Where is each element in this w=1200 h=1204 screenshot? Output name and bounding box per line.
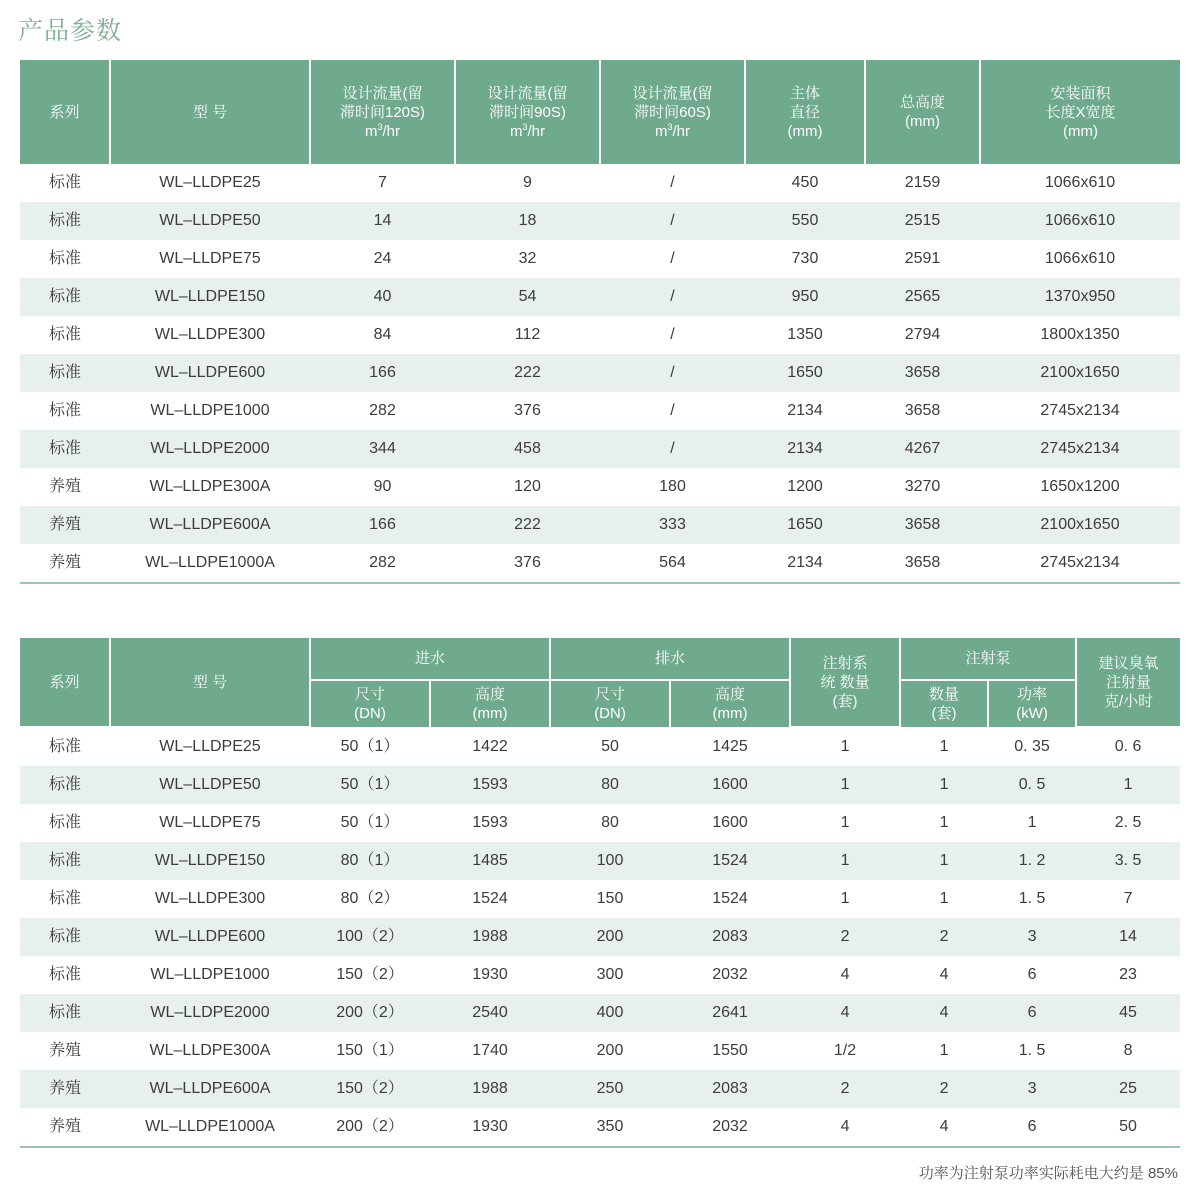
cell-series: 标准 [20,956,110,994]
cell-series: 养殖 [20,468,110,506]
cell-value: 50 [1076,1108,1180,1146]
cell-value: 1422 [430,727,550,766]
table-row [20,544,1180,582]
cell-value: 2745x2134 [980,430,1180,468]
th-flow-90s-line2: 滞时间90S) [489,103,566,121]
cell-value: 1 [790,766,900,804]
cell-value: 1/2 [790,1032,900,1070]
cell-value: 4 [790,1108,900,1146]
table1-header-row [20,60,1180,164]
cell-value: 1350 [745,316,865,354]
cell-value: 50（1） [310,804,430,842]
cell-value: 4 [790,956,900,994]
cell-value: 0. 35 [988,727,1076,766]
th-flow-90s-line1: 设计流量(留 [487,84,568,102]
th-flow-60s-line1: 设计流量(留 [632,84,713,102]
cell-series: 养殖 [20,506,110,544]
th-footprint [980,60,1180,164]
cell-value: 2100x1650 [980,506,1180,544]
th2-pump-power [988,680,1076,727]
cell-value: / [600,354,745,392]
cell-value: 150（2） [310,956,430,994]
cell-value: 1. 5 [988,1032,1076,1070]
th-body-diameter-unit: (mm) [787,122,823,140]
cell-model: WL–LLDPE50 [110,766,310,804]
cell-value: 1930 [430,1108,550,1146]
cell-value: 100 [550,842,670,880]
cell-value: 18 [455,202,600,240]
cell-model: WL–LLDPE1000 [110,392,310,430]
cell-value: 400 [550,994,670,1032]
cell-value: 2134 [745,392,865,430]
cell-value: 150 [550,880,670,918]
cell-value: 1650x1200 [980,468,1180,506]
cell-value: 1200 [745,468,865,506]
cell-value: 1524 [670,842,790,880]
th2-pump-qty-label: 数量 [929,686,960,703]
cell-value: 32 [455,240,600,278]
table1-bottom-rule [20,582,1180,584]
cell-value: 25 [1076,1070,1180,1108]
cell-value: 24 [310,240,455,278]
cell-value: 1066x610 [980,240,1180,278]
cell-value: 1. 5 [988,880,1076,918]
cell-series: 标准 [20,804,110,842]
cell-value: 4267 [865,430,980,468]
table-row [20,727,1180,766]
cell-series: 养殖 [20,544,110,582]
th2-series: 系列 [20,638,110,727]
cell-value: 40 [310,278,455,316]
cell-value: 350 [550,1108,670,1146]
cell-series: 标准 [20,392,110,430]
cell-value: 2134 [745,544,865,582]
table-row [20,804,1180,842]
cell-value: 1988 [430,918,550,956]
cell-value: 3 [988,1070,1076,1108]
cell-model: WL–LLDPE150 [110,842,310,880]
table-row [20,278,1180,316]
table-row [20,392,1180,430]
th2-injection-system-qty-unit: (套) [832,692,858,710]
cell-model: WL–LLDPE1000A [110,544,310,582]
cell-value: 1425 [670,727,790,766]
cell-value: 7 [1076,880,1180,918]
cell-value: 2032 [670,956,790,994]
th-footprint-line1: 安装面积 [1050,84,1111,102]
cell-value: 1930 [430,956,550,994]
cell-value: 1550 [670,1032,790,1070]
table-row [20,354,1180,392]
cell-value: 200（2） [310,1108,430,1146]
th-total-height [865,60,980,164]
th-body-diameter [745,60,865,164]
cell-value: / [600,202,745,240]
page-title: 产品参数 [18,17,123,45]
th2-inlet-size-unit: (DN) [354,705,386,722]
cell-value: 1 [790,842,900,880]
cell-value: 150（2） [310,1070,430,1108]
th2-outlet-size-label: 尺寸 [595,686,626,703]
th-flow-120s [310,60,455,164]
cell-value: 166 [310,506,455,544]
cell-value: 1 [790,727,900,766]
cell-value: 50（1） [310,766,430,804]
cell-value: 2 [900,1070,988,1108]
cell-value: 1988 [430,1070,550,1108]
th-total-height-line1: 总高度 [899,94,945,111]
cell-model: WL–LLDPE300 [110,880,310,918]
th-flow-120s-unit-m: m [364,122,378,140]
th-flow-60s-line2: 滞时间60S) [634,103,711,121]
cell-value: 2641 [670,994,790,1032]
cell-value: 222 [455,506,600,544]
cell-value: 2 [900,918,988,956]
cell-value: 14 [310,202,455,240]
cell-model: WL–LLDPE50 [110,202,310,240]
cell-value: 112 [455,316,600,354]
cell-value: 7 [310,164,455,202]
th-body-diameter-line2: 直径 [789,103,820,121]
cell-value: 1066x610 [980,202,1180,240]
table-row [20,880,1180,918]
th-flow-90s [455,60,600,164]
cell-series: 标准 [20,354,110,392]
th2-ozone-dose-line2: 注射量 [1106,673,1152,691]
cell-value: 2540 [430,994,550,1032]
cell-value: 166 [310,354,455,392]
cell-value: 2 [790,1070,900,1108]
table-row [20,956,1180,994]
cell-value: 730 [745,240,865,278]
cell-series: 标准 [20,880,110,918]
th-flow-90s-unit-m: m [509,122,523,140]
cell-value: 120 [455,468,600,506]
cell-value: 4 [900,1108,988,1146]
cell-model: WL–LLDPE300 [110,316,310,354]
cell-value: 2. 5 [1076,804,1180,842]
cell-value: 100（2） [310,918,430,956]
cell-value: 1524 [430,880,550,918]
cell-series: 养殖 [20,1108,110,1146]
cell-model: WL–LLDPE1000A [110,1108,310,1146]
cell-series: 标准 [20,164,110,202]
cell-value: 3. 5 [1076,842,1180,880]
th2-ozone-dose-unit: 克/小时 [1103,692,1154,710]
cell-value: 2100x1650 [980,354,1180,392]
th2-outlet-size [550,680,670,727]
cell-value: 0. 6 [1076,727,1180,766]
cell-model: WL–LLDPE300A [110,468,310,506]
cell-value: 1 [900,842,988,880]
cell-series: 标准 [20,278,110,316]
cell-value: / [600,164,745,202]
th2-injection-system-qty-line2: 统 数量 [820,673,870,691]
cell-value: 4 [790,994,900,1032]
cell-value: 550 [745,202,865,240]
table-row [20,842,1180,880]
cell-value: 1593 [430,766,550,804]
th-series: 系列 [20,60,110,164]
cell-value: 2515 [865,202,980,240]
cell-series: 标准 [20,918,110,956]
th2-pump-power-label: 功率 [1017,686,1048,703]
cell-value: 282 [310,544,455,582]
cell-series: 标准 [20,766,110,804]
spec-table-1-wrapper [20,60,1180,584]
cell-value: 45 [1076,994,1180,1032]
cell-value: / [600,278,745,316]
cell-value: 2565 [865,278,980,316]
th-flow-90s-unit-exp: 3 [522,121,528,132]
th-flow-120s-line2: 滞时间120S) [339,103,426,121]
cell-value: / [600,392,745,430]
th2-inlet-size-label: 尺寸 [354,686,385,703]
th2-ozone-dose [1076,638,1180,727]
cell-value: 1. 2 [988,842,1076,880]
th2-outlet-group: 排水 [550,638,790,680]
cell-value: 1 [900,880,988,918]
cell-series: 养殖 [20,1032,110,1070]
cell-value: 14 [1076,918,1180,956]
cell-value: 54 [455,278,600,316]
cell-value: 90 [310,468,455,506]
cell-value: 1 [790,804,900,842]
cell-value: 1 [900,1032,988,1070]
table-row [20,1070,1180,1108]
th2-pump-qty-unit: (套) [931,705,957,722]
th-total-height-unit: (mm) [905,113,940,130]
cell-value: 3658 [865,392,980,430]
cell-value: 2591 [865,240,980,278]
cell-value: 376 [455,392,600,430]
cell-value: 80（1） [310,842,430,880]
cell-value: 333 [600,506,745,544]
cell-value: 200（2） [310,994,430,1032]
cell-model: WL–LLDPE25 [110,727,310,766]
cell-model: WL–LLDPE600 [110,918,310,956]
cell-value: / [600,430,745,468]
cell-value: 1740 [430,1032,550,1070]
cell-value: 300 [550,956,670,994]
cell-value: 376 [455,544,600,582]
cell-value: 6 [988,1108,1076,1146]
th2-injection-pump-group: 注射泵 [900,638,1076,680]
th2-pump-power-unit: (kW) [1016,705,1048,722]
cell-model: WL–LLDPE25 [110,164,310,202]
cell-value: 1593 [430,804,550,842]
cell-value: 50（1） [310,727,430,766]
cell-value: 282 [310,392,455,430]
cell-value: 2083 [670,918,790,956]
cell-series: 标准 [20,316,110,354]
cell-value: 180 [600,468,745,506]
cell-value: 2745x2134 [980,544,1180,582]
cell-series: 标准 [20,994,110,1032]
th2-inlet-height [430,680,550,727]
cell-value: 150（1） [310,1032,430,1070]
cell-value: 3 [988,918,1076,956]
cell-value: 1 [900,766,988,804]
table-row [20,766,1180,804]
cell-value: 2159 [865,164,980,202]
th-footprint-unit: (mm) [1063,122,1098,140]
th2-inlet-height-unit: (mm) [472,705,508,722]
cell-value: 3658 [865,506,980,544]
cell-value: 1600 [670,766,790,804]
table-row [20,468,1180,506]
th2-inlet-size [310,680,430,727]
table-row [20,994,1180,1032]
cell-value: 1 [900,804,988,842]
cell-series: 标准 [20,202,110,240]
cell-value: 564 [600,544,745,582]
cell-value: 222 [455,354,600,392]
th-flow-60s [600,60,745,164]
th2-outlet-size-unit: (DN) [594,705,626,722]
th-flow-60s-unit-exp: 3 [667,121,673,132]
table-row [20,506,1180,544]
th2-outlet-height [670,680,790,727]
cell-value: 3658 [865,544,980,582]
cell-model: WL–LLDPE150 [110,278,310,316]
cell-value: 23 [1076,956,1180,994]
cell-value: 1066x610 [980,164,1180,202]
cell-series: 养殖 [20,1070,110,1108]
table-row [20,430,1180,468]
cell-value: 4 [900,956,988,994]
cell-value: 1600 [670,804,790,842]
th2-pump-qty [900,680,988,727]
table2-header-row-1 [20,638,1180,680]
cell-value: 200 [550,918,670,956]
table-row [20,202,1180,240]
th-body-diameter-line1: 主体 [789,84,820,102]
cell-value: 6 [988,994,1076,1032]
cell-value: 2032 [670,1108,790,1146]
table-row [20,316,1180,354]
cell-value: 2745x2134 [980,392,1180,430]
th-flow-90s-unit-hr: /hr [527,122,546,140]
cell-value: 1 [790,880,900,918]
th-flow-60s-unit-hr: /hr [672,122,691,140]
cell-value: 2134 [745,430,865,468]
cell-value: 200 [550,1032,670,1070]
cell-value: 1 [900,727,988,766]
cell-value: 2083 [670,1070,790,1108]
cell-model: WL–LLDPE600 [110,354,310,392]
cell-value: 2794 [865,316,980,354]
cell-value: 458 [455,430,600,468]
cell-value: / [600,316,745,354]
cell-model: WL–LLDPE2000 [110,430,310,468]
table2-body [20,727,1180,1146]
cell-value: 1370x950 [980,278,1180,316]
th2-outlet-height-unit: (mm) [712,705,748,722]
cell-value: 6 [988,956,1076,994]
cell-model: WL–LLDPE2000 [110,994,310,1032]
th-flow-120s-unit-exp: 3 [377,121,383,132]
cell-value: 80 [550,766,670,804]
spec-table-2 [20,638,1180,1146]
cell-value: 950 [745,278,865,316]
cell-value: 3658 [865,354,980,392]
th2-injection-system-qty [790,638,900,727]
table2-bottom-rule [20,1146,1180,1148]
cell-value: 250 [550,1070,670,1108]
cell-value: 8 [1076,1032,1180,1070]
cell-value: 1524 [670,880,790,918]
spec-table-2-wrapper [20,638,1180,1148]
cell-model: WL–LLDPE75 [110,804,310,842]
table-row [20,1032,1180,1070]
cell-value: 1485 [430,842,550,880]
th-flow-120s-line1: 设计流量(留 [342,84,423,102]
cell-value: / [600,240,745,278]
cell-value: 1650 [745,506,865,544]
cell-value: 84 [310,316,455,354]
cell-value: 344 [310,430,455,468]
spec-table-1 [20,60,1180,582]
th-model: 型 号 [110,60,310,164]
cell-model: WL–LLDPE75 [110,240,310,278]
cell-value: 1 [1076,766,1180,804]
th2-inlet-height-label: 高度 [475,686,506,703]
cell-series: 标准 [20,240,110,278]
cell-value: 0. 5 [988,766,1076,804]
cell-model: WL–LLDPE600A [110,506,310,544]
th2-outlet-height-label: 高度 [715,686,746,703]
cell-series: 标准 [20,842,110,880]
th2-model: 型 号 [110,638,310,727]
cell-value: 1650 [745,354,865,392]
table1-body [20,164,1180,582]
table-row [20,240,1180,278]
cell-value: 3270 [865,468,980,506]
cell-value: 2 [790,918,900,956]
cell-model: WL–LLDPE300A [110,1032,310,1070]
th2-injection-system-qty-line1: 注射系 [822,654,868,672]
cell-series: 标准 [20,727,110,766]
cell-value: 1 [988,804,1076,842]
cell-value: 80 [550,804,670,842]
th-flow-120s-unit-hr: /hr [382,122,401,140]
cell-value: 1800x1350 [980,316,1180,354]
footnote: 功率为注射泵功率实际耗电大约是 85% [918,1165,1178,1182]
cell-series: 标准 [20,430,110,468]
th-flow-60s-unit-m: m [654,122,668,140]
th2-inlet-group: 进水 [310,638,550,680]
cell-value: 80（2） [310,880,430,918]
table-row [20,1108,1180,1146]
th2-ozone-dose-line1: 建议臭氧 [1098,654,1159,672]
cell-value: 50 [550,727,670,766]
table-row [20,918,1180,956]
table-row [20,164,1180,202]
th-footprint-line2: 长度X宽度 [1045,103,1116,121]
cell-value: 9 [455,164,600,202]
cell-value: 4 [900,994,988,1032]
cell-model: WL–LLDPE600A [110,1070,310,1108]
cell-model: WL–LLDPE1000 [110,956,310,994]
cell-value: 450 [745,164,865,202]
